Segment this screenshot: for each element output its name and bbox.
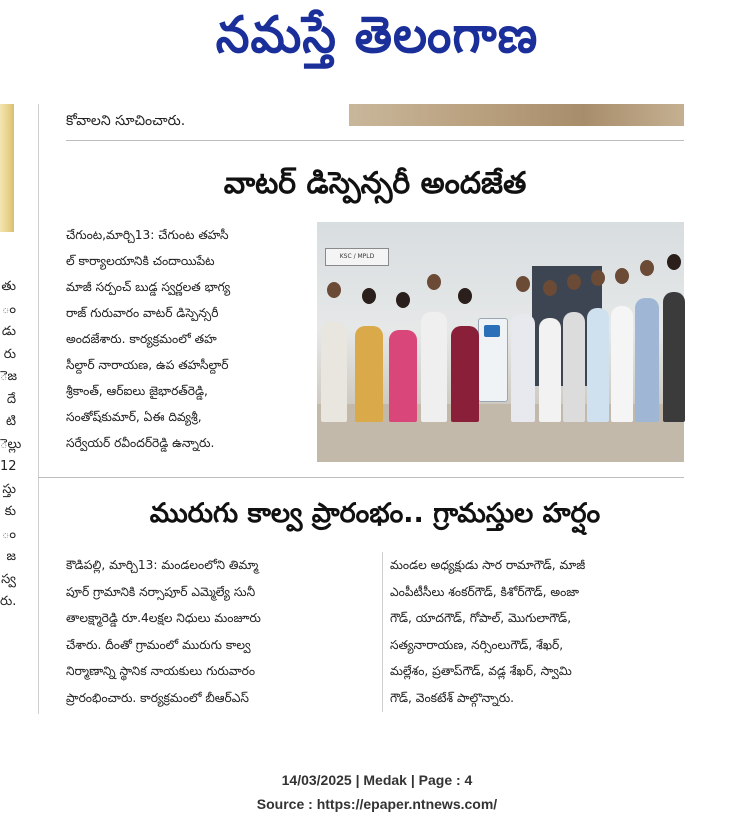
- left-photo-fragment: [0, 104, 14, 232]
- left-strip-line: 12: [0, 459, 17, 474]
- article2-line: చేశారు. దీంతో గ్రామంలో మురుగు కాల్వ: [66, 637, 251, 652]
- divider-middle: [38, 477, 684, 478]
- article1-line: శ్రీకాంత్, ఆర్ఐలు జైభారత్‌రెడ్డి,: [66, 384, 208, 398]
- article2-line: ఎంపీటీసీలు శంకర్‌గౌడ్, కిశోర్‌గౌడ్, అంజా: [390, 584, 580, 599]
- article2-line: ప్రారంభించారు. కార్యక్రమంలో బీఆర్ఎస్: [66, 690, 249, 705]
- left-strip-line: స్వ: [1, 571, 16, 587]
- article2-line: సత్యనారాయణ, నర్సింలుగౌడ్, శేఖర్,: [390, 637, 564, 652]
- photo-sign-text: KSC / MPLD: [339, 253, 375, 260]
- photo-person: [563, 312, 585, 422]
- photo-person: [321, 322, 347, 422]
- divider-top: [66, 140, 684, 141]
- photo-head: [516, 276, 530, 292]
- photo-person: [355, 326, 383, 422]
- article2-line: గౌడ్, వెంకటేశ్ పాల్గొన్నారు.: [390, 690, 515, 705]
- photo-head: [667, 254, 681, 270]
- article1-line: సర్వేయర్ రవీందర్‌రెడ్డి ఉన్నారు.: [66, 436, 215, 450]
- article1-line: చేగుంట,మార్చి13: చేగుంట తహసీ: [66, 228, 229, 242]
- photo-head: [427, 274, 441, 290]
- photo-head: [543, 280, 557, 296]
- left-strip-line: టి: [5, 414, 16, 429]
- photo-person: [611, 306, 633, 422]
- photo-head: [396, 292, 410, 308]
- article2-column-2: [390, 552, 686, 711]
- article1-photo: [317, 222, 684, 462]
- article2-headline: మురుగు కాల్వ ప్రారంభం.. గ్రామస్తుల హర్షం: [149, 498, 601, 529]
- article1-line: ల్ కార్యాలయానికి చందాయిపేట: [66, 254, 215, 268]
- photo-person: [421, 312, 447, 422]
- photo-person: [635, 298, 659, 422]
- footer-source-link[interactable]: Source : https://epaper.ntnews.com/: [256, 796, 498, 812]
- left-strip-line: స్తు: [2, 481, 16, 497]
- left-strip-line: డు: [1, 324, 16, 339]
- left-strip-line: తు: [1, 279, 16, 294]
- left-strip-line: ం: [1, 526, 16, 542]
- article1-line: మాజీ సర్పంచ్ బుడ్డ స్వర్ణలత భాగ్య: [66, 280, 231, 294]
- top-fragment-text: కోవాలని సూచించారు.: [66, 113, 186, 129]
- article1-line: అందజేశారు. కార్యక్రమంలో తహ: [66, 332, 217, 346]
- article2-line: గౌడ్, యాదగౌడ్, గోపాల్, మొగులాగౌడ్,: [390, 611, 572, 625]
- photo-head: [327, 282, 341, 298]
- article2-line: మండల అధ్యక్షుడు సార రామాగౌడ్, మాజీ: [390, 558, 586, 572]
- article2-line: పూర్ గ్రామానికి నర్సాపూర్ ఎమ్మెల్యే సునీ: [66, 584, 256, 599]
- photo-person: [389, 330, 417, 422]
- footer-date-edition: 14/03/2025 | Medak | Page : 4: [281, 772, 473, 788]
- article2-column-1: [66, 552, 378, 711]
- photo-head: [362, 288, 376, 304]
- photo-head: [567, 274, 581, 290]
- left-strip-line: రు.: [0, 594, 17, 609]
- photo-person: [663, 292, 685, 422]
- left-strip-line: ెజ: [0, 369, 18, 384]
- article1-line: రాజ్ గురువారం వాటర్ డిస్పెన్సరీ: [66, 306, 219, 320]
- article2-column-divider: [382, 552, 383, 712]
- top-photo-fragment: [349, 104, 684, 126]
- photo-person: [539, 318, 561, 422]
- masthead-title: నమస్తే తెలంగాణ: [215, 5, 539, 65]
- article1-line: సీల్దార్ నారాయణ, ఉప తహసీల్దార్: [66, 358, 229, 372]
- water-dispenser: [478, 318, 508, 402]
- left-strip-line: రు: [3, 346, 16, 362]
- article2-line: నిర్మాణాన్ని స్థానిక నాయకులు గురువారం: [66, 664, 256, 678]
- left-column-divider: [38, 104, 39, 714]
- left-strip-text: [0, 276, 22, 614]
- photo-wall-sign: [325, 248, 389, 266]
- article1-line: సంతోష్‌కుమార్, ఏఈ దివ్యశ్రీ,: [66, 410, 202, 424]
- left-strip-line: కు: [4, 504, 16, 519]
- photo-head: [640, 260, 654, 276]
- left-strip-line: దే: [6, 391, 16, 407]
- left-strip-line: జ: [6, 549, 16, 564]
- article2-line: తాలక్ష్మారెడ్డి రూ.4లక్షల నిధులు మంజూరు: [66, 611, 261, 625]
- left-strip-line: ెల్లు: [0, 436, 22, 452]
- photo-head: [458, 288, 472, 304]
- photo-person: [587, 308, 609, 422]
- photo-person: [451, 326, 479, 422]
- photo-head: [591, 270, 605, 286]
- photo-person: [511, 314, 535, 422]
- photo-head: [615, 268, 629, 284]
- article1-headline: వాటర్ డిస్పెన్సరీ అందజేత: [223, 166, 527, 201]
- article2-line: మల్లేశం, ప్రతాప్‌గౌడ్, వడ్ల శేఖర్, స్వామి: [390, 664, 572, 678]
- article2-line: కౌడిపల్లి, మార్చి13: మండలంలోని తిమ్మా: [66, 558, 259, 572]
- article1-body: [66, 222, 312, 456]
- left-strip-line: ం: [1, 301, 16, 317]
